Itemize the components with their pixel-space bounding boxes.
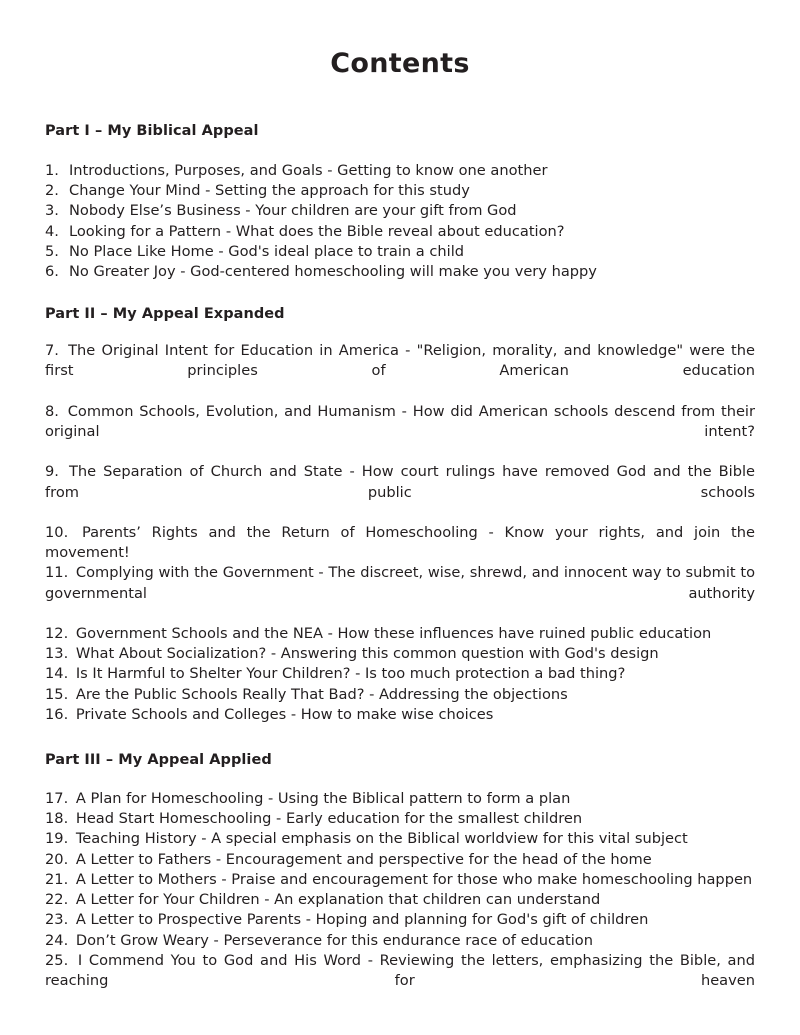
list-item[interactable]	[45, 664, 755, 684]
list-item-text: The Separation of Church and State - How court rulings have removed God and the Bible from public schools	[45, 463, 756, 501]
list-item-number: 5.	[45, 242, 59, 260]
list-item[interactable]	[45, 951, 755, 1012]
list-item-text: Parents’ Rights and the Return of Homeschooling - Know your rights, and join the movement!	[45, 524, 756, 562]
list-item-text: A Letter for Your Children - An explanation that children can understand	[75, 891, 601, 909]
list-item-number: 20.	[45, 850, 69, 868]
list-item-text: Are the Public Schools Really That Bad? - Addressing the objections	[75, 685, 568, 703]
list-item-text: Nobody Else’s Business - Your children are your gift from God	[69, 202, 517, 220]
list-item-text: Looking for a Pattern - What does the Bible reveal about education?	[69, 222, 565, 240]
section-heading-part-2: Part II – My Appeal Expanded	[45, 306, 285, 323]
list-item[interactable]	[45, 685, 755, 705]
list-item-number: 21.	[45, 870, 69, 888]
list-item[interactable]	[45, 809, 755, 829]
list-item-number: 17.	[45, 790, 69, 808]
list-item-number: 1.	[45, 162, 59, 179]
list-item-text: Change Your Mind - Setting the approach for this study	[69, 182, 470, 200]
list-item-text: Common Schools, Evolution, and Humanism - How did American schools descend from their original intent?	[45, 402, 755, 441]
list-item[interactable]	[45, 870, 755, 890]
list-item-number: 13.	[45, 645, 69, 663]
list-item-number: 11.	[45, 564, 69, 582]
list-item-text: Head Start Homeschooling - Early education for the smallest children	[75, 810, 583, 828]
list-item-number: 18.	[45, 810, 69, 828]
list-item-text: A Letter to Mothers - Praise and encouragement for those who make homeschooling happen	[75, 870, 753, 888]
list-item-text: Introductions, Purposes, and Goals - Getting to know one another	[69, 162, 548, 179]
list-item[interactable]	[45, 563, 755, 624]
list-item-number: 3.	[45, 202, 59, 220]
list-item-number: 16.	[45, 705, 69, 723]
list-item-number: 12.	[45, 625, 69, 643]
list-item-text: A Letter to Fathers - Encouragement and perspective for the head of the home	[75, 850, 652, 868]
list-item[interactable]	[45, 341, 755, 402]
list-item-text: No Greater Joy - God-centered homeschooling will make you very happy	[69, 263, 597, 281]
list-item[interactable]	[45, 181, 755, 201]
list-item-number: 25.	[45, 951, 69, 969]
list-item[interactable]	[45, 523, 755, 563]
list-item-number: 10.	[45, 524, 69, 542]
list-item-number: 23.	[45, 911, 69, 929]
list-item[interactable]	[45, 850, 755, 870]
list-item-number: 24.	[45, 931, 69, 949]
list-item[interactable]	[45, 262, 755, 282]
list-item[interactable]	[45, 829, 755, 849]
list-item-text: No Place Like Home - God's ideal place to train a child	[69, 242, 465, 260]
toc-list-part-2	[45, 322, 755, 725]
list-item-text: A Plan for Homeschooling - Using the Biblical pattern to form a plan	[75, 790, 571, 808]
list-item-number: 15.	[45, 685, 69, 703]
toc-list-part-3	[45, 768, 755, 1011]
list-item[interactable]	[45, 402, 755, 463]
list-item-text: Don’t Grow Weary - Perseverance for this endurance race of education	[75, 931, 593, 949]
list-item[interactable]	[45, 201, 755, 221]
list-item[interactable]	[45, 890, 755, 910]
list-item-number: 7.	[45, 342, 59, 360]
list-item-number: 2.	[45, 182, 59, 200]
list-item[interactable]	[45, 705, 755, 725]
list-item-number: 6.	[45, 263, 59, 281]
list-item-number: 4.	[45, 222, 59, 240]
list-item[interactable]	[45, 222, 755, 242]
list-item-text: A Letter to Prospective Parents - Hoping and planning for God's gift of children	[75, 911, 649, 929]
list-item[interactable]	[45, 789, 755, 809]
list-item-text: Government Schools and the NEA - How these influences have ruined public education	[75, 625, 712, 643]
page-title: Contents	[330, 48, 470, 79]
section-heading-part-3: Part III – My Appeal Applied	[45, 752, 272, 769]
list-item-text: Is It Harmful to Shelter Your Children? - Is too much protection a bad thing?	[75, 665, 626, 683]
list-item[interactable]	[45, 624, 755, 644]
contents-body	[45, 0, 755, 1011]
list-item-text: I Commend You to God and His Word - Reviewing the letters, emphasizing the Bible, and reaching for heaven	[45, 951, 756, 989]
list-item[interactable]	[45, 644, 755, 664]
list-item-text: The Original Intent for Education in America - "Religion, morality, and knowledge" were the first principles of American education	[45, 342, 756, 380]
list-item-number: 19.	[45, 830, 69, 848]
list-item[interactable]	[45, 910, 755, 930]
list-item[interactable]	[45, 161, 755, 181]
list-item-text: Complying with the Government - The discreet, wise, shrewd, and innocent way to submit to governmental authority	[45, 564, 755, 602]
list-item[interactable]	[45, 462, 755, 523]
list-item-number: 14.	[45, 665, 69, 683]
list-item[interactable]	[45, 931, 755, 951]
section-heading-part-1: Part I – My Biblical Appeal	[45, 123, 259, 139]
list-item-text: What About Socialization? - Answering this common question with God's design	[75, 645, 659, 663]
list-item-text: Private Schools and Colleges - How to make wise choices	[75, 705, 494, 723]
list-item-text: Teaching History - A special emphasis on the Biblical worldview for this vital subject	[75, 830, 688, 848]
list-item-number: 22.	[45, 891, 69, 909]
toc-list-part-1	[45, 139, 755, 282]
list-item-number: 8.	[45, 402, 59, 420]
list-item[interactable]	[45, 242, 755, 262]
list-item-number: 9.	[45, 463, 59, 481]
